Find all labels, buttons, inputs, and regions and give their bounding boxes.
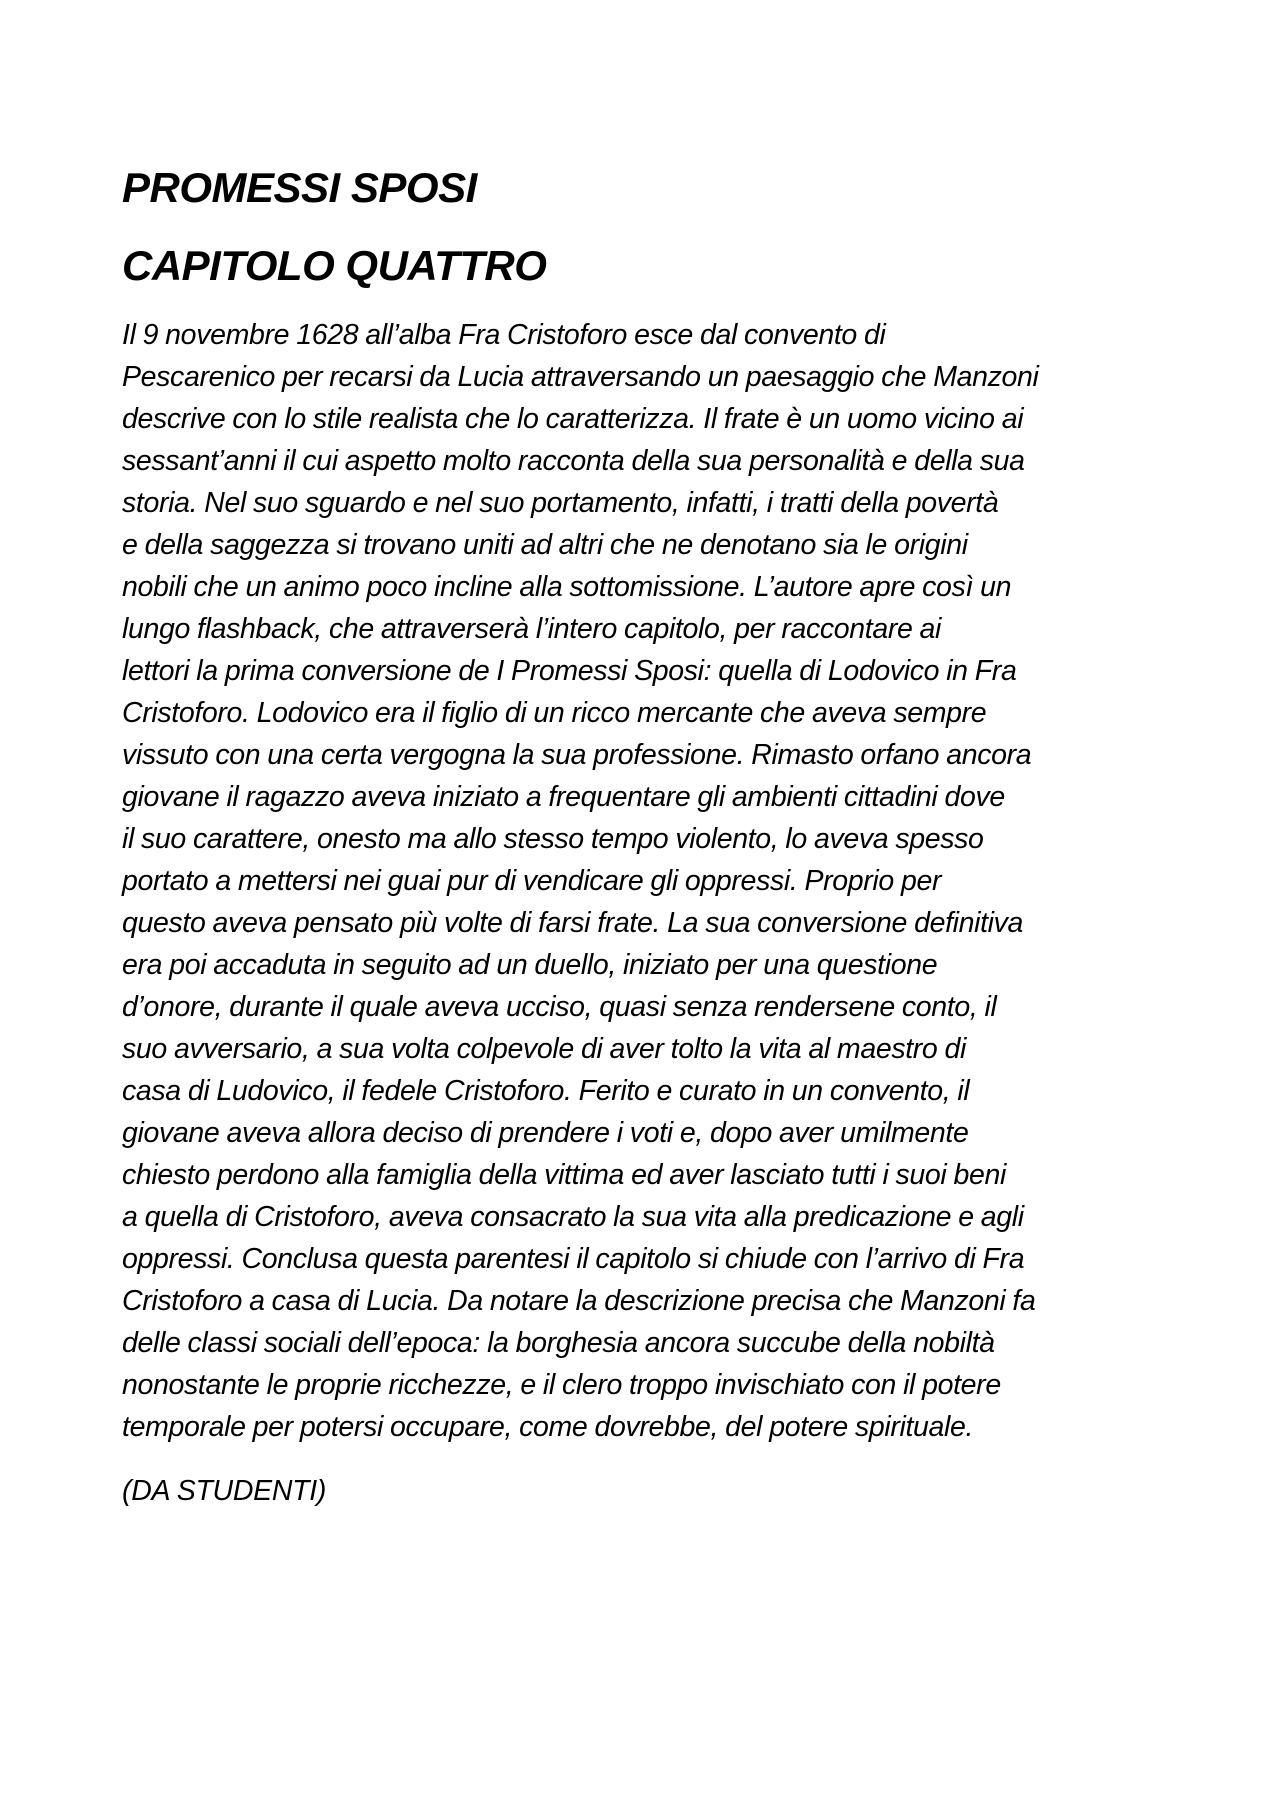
chapter-heading: CAPITOLO QUATTRO <box>122 242 547 289</box>
paragraph-line: Pescarenico per recarsi da Lucia attraversando un paesaggio che Manzoni <box>122 361 1039 393</box>
document-title: PROMESSI SPOSI <box>122 164 477 211</box>
paragraph-line: giovane aveva allora deciso di prendere i voti e, dopo aver umilmente <box>122 1117 969 1149</box>
paragraph-line: il suo carattere, onesto ma allo stesso tempo violento, lo aveva spesso <box>122 823 984 855</box>
paragraph-line: nonostante le proprie ricchezze, e il clero troppo invischiato con il potere <box>122 1369 1001 1401</box>
paragraph-line: nobili che un animo poco incline alla sottomissione. L’autore apre così un <box>122 571 1012 603</box>
paragraph-line: delle classi sociali dell’epoca: la borghesia ancora succube della nobiltà <box>122 1327 995 1359</box>
paragraph-line: d’onore, durante il quale aveva ucciso, quasi senza rendersene conto, il <box>122 991 997 1023</box>
paragraph-line: sessant’anni il cui aspetto molto racconta della sua personalità e della sua <box>122 445 1025 477</box>
paragraph-line: Cristoforo a casa di Lucia. Da notare la descrizione precisa che Manzoni fa <box>122 1285 1036 1317</box>
paragraph-line: descrive con lo stile realista che lo caratterizza. Il frate è un uomo vicino ai <box>122 403 1024 435</box>
paragraph-line: Il 9 novembre 1628 all’alba Fra Cristoforo esce dal convento di <box>122 319 886 351</box>
paragraph-line: portato a mettersi nei guai pur di vendicare gli oppressi. Proprio per <box>122 865 942 897</box>
paragraph-line: era poi accaduta in seguito ad un duello, iniziato per una questione <box>122 949 938 981</box>
paragraph-line: Cristoforo. Lodovico era il figlio di un ricco mercante che aveva sempre <box>122 697 987 729</box>
paragraph-line: lettori la prima conversione de I Promessi Sposi: quella di Lodovico in Fra <box>122 655 1017 687</box>
paragraph-line: temporale per potersi occupare, come dovrebbe, del potere spirituale. <box>122 1411 974 1443</box>
paragraph-line: casa di Ludovico, il fedele Cristoforo. Ferito e curato in un convento, il <box>122 1075 970 1107</box>
document-content <box>122 160 1172 1512</box>
paragraph-line: a quella di Cristoforo, aveva consacrato la sua vita alla predicazione e agli <box>122 1201 1024 1233</box>
paragraph-line: chiesto perdono alla famiglia della vittima ed aver lasciato tutti i suoi beni <box>122 1159 1006 1191</box>
body-paragraph <box>122 314 1172 1448</box>
paragraph-line: e della saggezza si trovano uniti ad altri che ne denotano sia le origini <box>122 529 968 561</box>
paragraph-line: giovane il ragazzo aveva iniziato a frequentare gli ambienti cittadini dove <box>122 781 1005 813</box>
paragraph-line: lungo flashback, che attraverserà l’intero capitolo, per raccontare ai <box>122 613 942 645</box>
paragraph-line: suo avversario, a sua volta colpevole di aver tolto la vita al maestro di <box>122 1033 966 1065</box>
paragraph-line: questo aveva pensato più volte di farsi frate. La sua conversione definitiva <box>122 907 1024 939</box>
paragraph-line: oppressi. Conclusa questa parentesi il capitolo si chiude con l’arrivo di Fra <box>122 1243 1025 1275</box>
paragraph-line: vissuto con una certa vergogna la sua professione. Rimasto orfano ancora <box>122 739 1032 771</box>
paragraph-line: storia. Nel suo sguardo e nel suo portamento, infatti, i tratti della povertà <box>122 487 999 519</box>
source-note: (DA STUDENTI) <box>122 1475 327 1507</box>
